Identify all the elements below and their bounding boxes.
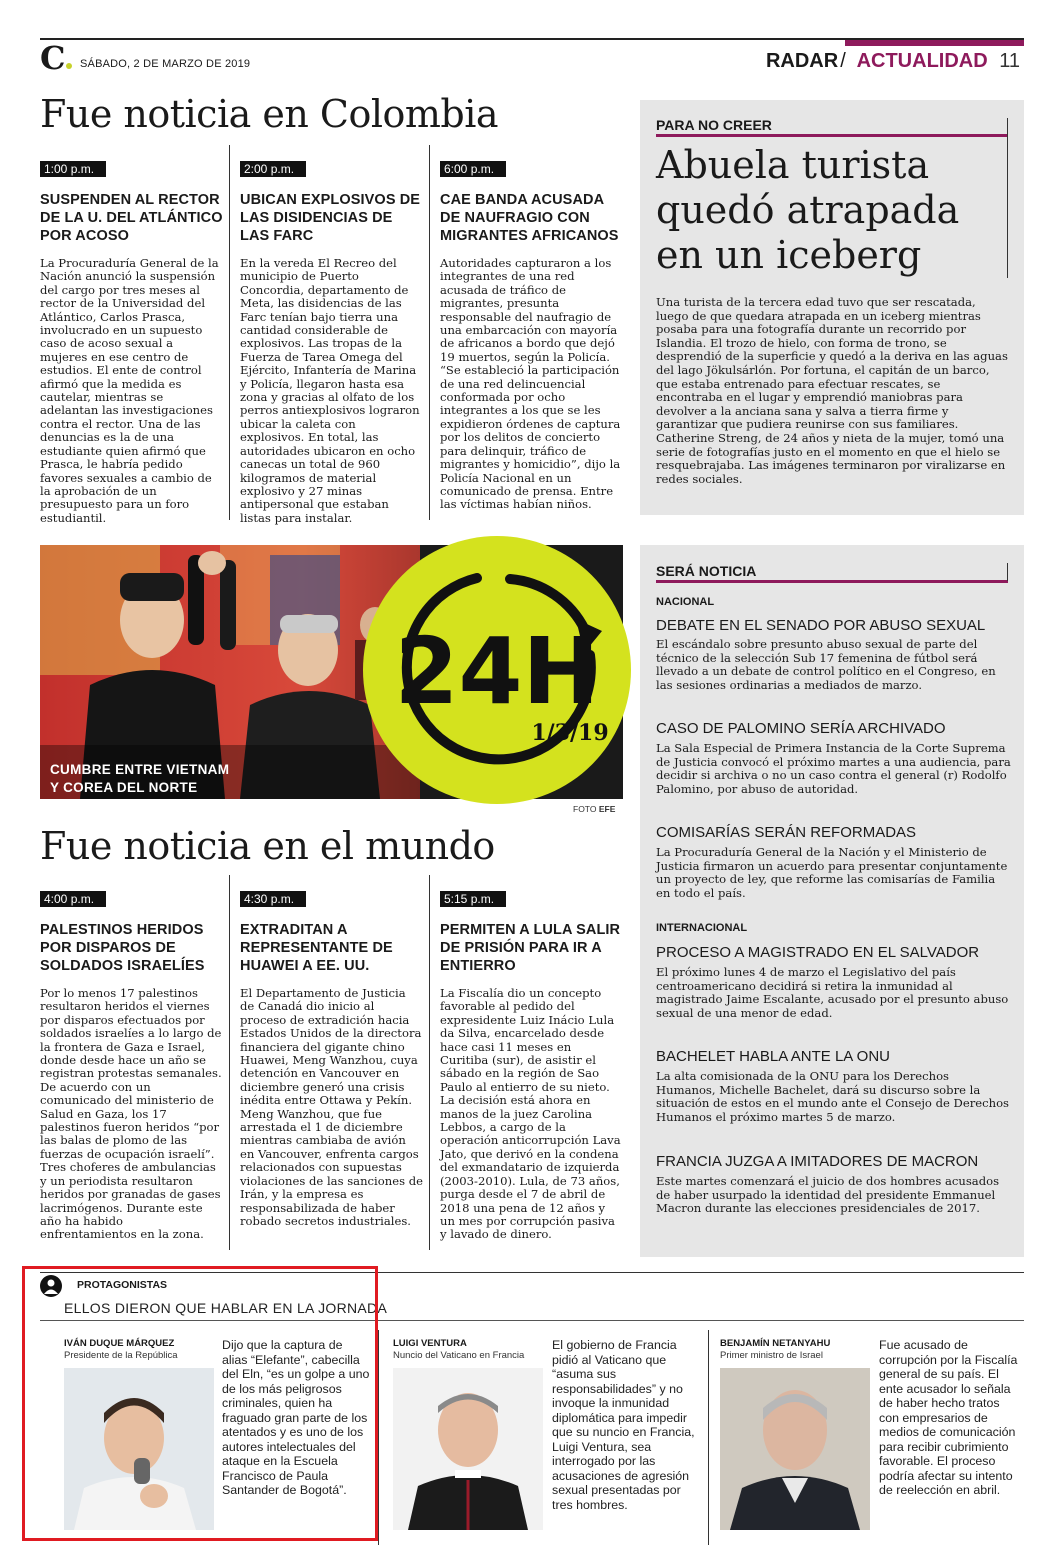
news-body: Por lo menos 17 palestinos resultaron heridos el viernes por disparos efectuados por soldados israelíes a lo largo de la frontera de Gaza e Israel, donde desde hace un año se registran protestas semanales. De acuerdo con un comunicado del ministerio de Salud en Gaza, los 17 palestinos fueron heridos “por las balas de plomo de las fuerzas de ocupación israelí”. Tres choferes de ambulancias y un periodista resultaron heridos por granadas de gases lacrimógenos. Durante este año ha habido enfrentamientos en la zona.	[40, 986, 222, 1242]
internacional-label: INTERNACIONAL	[656, 922, 748, 934]
24h-date: 1/3/19	[531, 720, 609, 746]
sn-body: El próximo lunes 4 de marzo el Legislativo del país centroamericano decidirá si retira la inmunidad al magistrado Jaime Escalante, acusado por el presunto abuso sexual de una menor de edad.	[656, 965, 1009, 1020]
time-badge: 6:00 p.m.	[440, 161, 506, 177]
protagonist-name: IVÁN DUQUE MÁRQUEZ	[64, 1338, 175, 1349]
mundo-title: Fue noticia en el mundo	[40, 824, 495, 868]
sn-headline: CASO DE PALOMINO SERÍA ARCHIVADO	[656, 720, 946, 737]
protagonist-name: BENJAMÍN NETANYAHU	[720, 1338, 831, 1349]
protagonist-photo	[393, 1368, 543, 1530]
protagonistas-label: PROTAGONISTAS	[77, 1279, 168, 1291]
sera-noticia-label: SERÁ NOTICIA	[656, 563, 757, 579]
para-no-creer-label: PARA NO CREER	[656, 117, 772, 133]
news-headline: PERMITEN A LULA SALIR DE PRISIÓN PARA IR A ENTIERRO	[440, 922, 621, 974]
photo-credit: FOTO EFE	[573, 804, 616, 814]
page-number: 11	[999, 50, 1020, 72]
news-headline: CAE BANDA ACUSADA DE NAUFRAGIO CON MIGRANTES AFRICANOS	[440, 192, 619, 244]
para-no-creer-title: Abuela turista quedó atrapada en un iceberg	[656, 143, 960, 277]
panel-vrule	[1007, 118, 1008, 278]
sn-headline: PROCESO A MAGISTRADO EN EL SALVADOR	[656, 944, 980, 961]
colombia-title: Fue noticia en Colombia	[40, 92, 499, 136]
news-headline: SUSPENDEN AL RECTOR DE LA U. DEL ATLÁNTICO POR ACOSO	[40, 192, 223, 244]
colombia-item-2	[240, 158, 423, 525]
time-badge: 4:30 p.m.	[240, 891, 306, 907]
news-headline: EXTRADITAN A REPRESENTANTE DE HUAWEI A EE. UU.	[240, 922, 393, 974]
sn-body: La alta comisionada de la ONU para los Derechos Humanos, Michelle Bachelet, dará su discurso sobre la situación de estos en el mundo ante el Consejo de Derechos Humanos el próximo martes 5 de marzo.	[656, 1069, 1010, 1124]
para-no-creer-body: Una turista de la tercera edad tuvo que ser rescatada, luego de que quedara atrapada en un iceberg mientras posaba para una fotografía durante un recorrido por Islandia. El trozo de hielo, con forma de trono, se desprendió de la superficie y quedó a la deriva en las aguas del lago Jökulsárlón. Por fortuna, el capitán de un barco, que estaba entrenado para efectuar rescates, se encontraba en el lugar y emprendió maniobras para devolver a la anciana sana y salva a tierra firme y garantizar que pudiera reunirse con sus familiares. Catherine Streng, de 24 años y nieta de la mujer, tomó una serie de fotografías justo en el momento en que el hielo se resquebrajaba. Las imágenes terminaron por viralizarse en redes sociales.	[656, 295, 1008, 486]
column-divider	[708, 1330, 709, 1545]
protagonist-text: El gobierno de Francia pidió al Vaticano que “asuma sus responsabilidades” y no invoque la inmunidad diplomática para impedir que su nuncio en Francia, Luigi Ventura, sea interrogado por las acusaciones de agresión sexual presentadas por tres hombres.	[552, 1338, 695, 1512]
magenta-rule	[656, 580, 1008, 583]
sn-body: La Sala Especial de Primera Instancia de la Corte Suprema de Justicia convocó el próximo martes a una audiencia, para decidir si archiva o no un caso contra el general (r) Rodolfo Palomino, por abuso de autoridad.	[656, 741, 1011, 796]
protagonist-role: Nuncio del Vaticano en Francia	[393, 1350, 525, 1361]
mundo-item-3	[440, 888, 623, 1242]
column-divider	[229, 875, 230, 1250]
photo-caption: CUMBRE ENTRE VIETNAM Y COREA DEL NORTE	[50, 762, 230, 795]
sn-headline: COMISARÍAS SERÁN REFORMADAS	[656, 824, 917, 841]
column-divider	[429, 875, 430, 1250]
news-body: Autoridades capturaron a los integrantes de una red acusada de tráfico de migrantes, presunta responsable del naufragio de una embarcación con mayoría de africanos a bordo que dejó 19 muertos, según la Policía. “Se estableció la participación de una red delincuencial conformada por ocho integrantes a los que se les expidieron órdenes de captura por los delitos de concierto para delinquir, tráfico de migrantes y homicidio”, dijo la Policía Nacional en un comunicado de prensa. Entre las víctimas habían niños.	[440, 256, 621, 512]
24h-badge	[360, 535, 635, 805]
section-header: RADAR / ACTUALIDAD 11	[765, 50, 1020, 72]
section-accent-bar	[845, 40, 1024, 46]
sn-headline: BACHELET HABLA ANTE LA ONU	[656, 1048, 890, 1065]
subsection-name: ACTUALIDAD	[856, 50, 988, 72]
protagonist-text: Dijo que la captura de alias “Elefante”, cabecilla del Eln, “es un golpe a uno de los más peligrosos criminales, quien ha fraguado gran parte de los atentados y es uno de los autores intelectuales del ataque en la Escuela Francisco de Paula Santander de Bogotá”.	[222, 1338, 370, 1497]
news-body: En la vereda El Recreo del municipio de Puerto Concordia, departamento de Meta, las disidencias de las Farc tenían bajo tierra una cantidad considerable de explosivos. Las tropas de la Fuerza de Tarea Omega del Ejército, Infantería de Marina y Policía, llegaron hasta esa zona y gracias al olfato de los perros antiexplosivos lograron ubicar la caleta con explosivos. En total, las autoridades ubicaron en ocho canecas un total de 960 kilogramos de material explosivo y 27 minas antipersonal que estaban listas para instalar.	[240, 256, 420, 525]
column-divider	[429, 145, 430, 520]
protagonist-role: Primer ministro de Israel	[720, 1350, 823, 1361]
date-line: SÁBADO, 2 DE MARZO DE 2019	[80, 58, 251, 70]
sn-headline: DEBATE EN EL SENADO POR ABUSO SEXUAL	[656, 617, 986, 634]
24h-text: 24H	[394, 618, 600, 725]
time-badge: 5:15 p.m.	[440, 891, 506, 907]
time-badge: 1:00 p.m.	[40, 161, 106, 177]
sn-body: El escándalo sobre presunto abuso sexual de parte del técnico de la selección Sub 17 femenina de fútbol será llevado a un debate de control político en el Congreso, en las sesiones ordinarias a mediados de marzo.	[656, 637, 996, 692]
panel-vrule	[1007, 563, 1008, 581]
news-headline: PALESTINOS HERIDOS POR DISPAROS DE SOLDADOS ISRAELÍES	[40, 922, 205, 974]
sn-body: Este martes comenzará el juicio de dos hombres acusados de haber usurpado la identidad del presidente Emmanuel Macron durante las elecciones presidenciales de 2017.	[656, 1174, 1000, 1216]
mundo-item-1	[40, 888, 223, 1242]
time-badge: 2:00 p.m.	[240, 161, 306, 177]
protagonist-text: Fue acusado de corrupción por la Fiscalía general de su país. El ente acusador lo señala de haber hecho tratos con empresarios de medios de comunicación para recibir cubrimiento favorable. El proceso podría afectar su intento de reelección en abril.	[879, 1338, 1018, 1497]
protagonist-name: LUIGI VENTURA	[393, 1338, 467, 1349]
protagonist-photo	[720, 1368, 870, 1530]
protagonist-role: Presidente de la República	[64, 1350, 178, 1361]
newspaper-logo: C	[40, 42, 72, 74]
highlight-box	[22, 1266, 378, 1541]
sn-body: La Procuraduría General de la Nación y el Ministerio de Justicia firmaron un acuerdo para presentar conjuntamente un proyecto de ley, que reforme las comisarías de Familia en todo el país.	[656, 845, 1008, 900]
news-body: La Fiscalía dio un concepto favorable al pedido del expresidente Luiz Inácio Lula da Silva, encarcelado desde hace casi 11 meses en Curitiba (sur), de asistir el sábado en la región de Sao Paulo al entierro de su nieto. La decisión está ahora en manos de la juez Carolina Lebbos, a cargo de la operación anticorrupción Lava Jato, que derivó en la condena del exmandatario de izquierda (2003-2010). Lula, de 73 años, purga desde el 7 de abril de 2018 una pena de 12 años y un mes por corrupción pasiva y lavado de dinero.	[440, 986, 621, 1242]
colombia-item-3	[440, 158, 623, 512]
column-divider	[229, 145, 230, 520]
magenta-rule	[656, 134, 1008, 137]
news-body: El Departamento de Justicia de Canadá dio inicio al proceso de extradición hacia Estados Unidos de la directora financiera del gigante chino Huawei, Meng Wanzhou, cuya detención en Vancouver en diciembre generó una crisis inédita entre Ottawa y Pekín. Meng Wanzhou, que fue arrestada el 1 de diciembre mientras cambiaba de avión en Vancouver, enfrenta cargos relacionados con supuestas violaciones de las sanciones de Irán, y la empresa es responsabilizada de haber robado secretos industriales.	[240, 986, 423, 1228]
time-badge: 4:00 p.m.	[40, 891, 106, 907]
mundo-item-2	[240, 888, 423, 1228]
sn-headline: FRANCIA JUZGA A IMITADORES DE MACRON	[656, 1153, 979, 1170]
news-body: La Procuraduría General de la Nación anunció la suspensión del cargo por tres meses al rector de la Universidad del Atlántico, Carlos Prasca, involucrado en un supuesto caso de acoso sexual a mujeres en ese centro de estudios. El ente de control afirmó que la medida es cautelar, mientras se adelantan las investigaciones contra el rector. Una de las denuncias es la de una estudiante quien afirmó que Prasca, le habría pedido favores sexuales a cambio de la aprobación de un presupuesto para un foro estudiantil.	[40, 256, 219, 525]
column-divider	[378, 1330, 379, 1545]
colombia-item-1	[40, 158, 223, 525]
news-headline: UBICAN EXPLOSIVOS DE LAS DISIDENCIAS DE LAS FARC	[240, 192, 421, 244]
nacional-label: NACIONAL	[656, 596, 715, 608]
section-name: RADAR	[765, 50, 839, 72]
protagonistas-subtitle: ELLOS DIERON QUE HABLAR EN LA JORNADA	[64, 1300, 388, 1316]
